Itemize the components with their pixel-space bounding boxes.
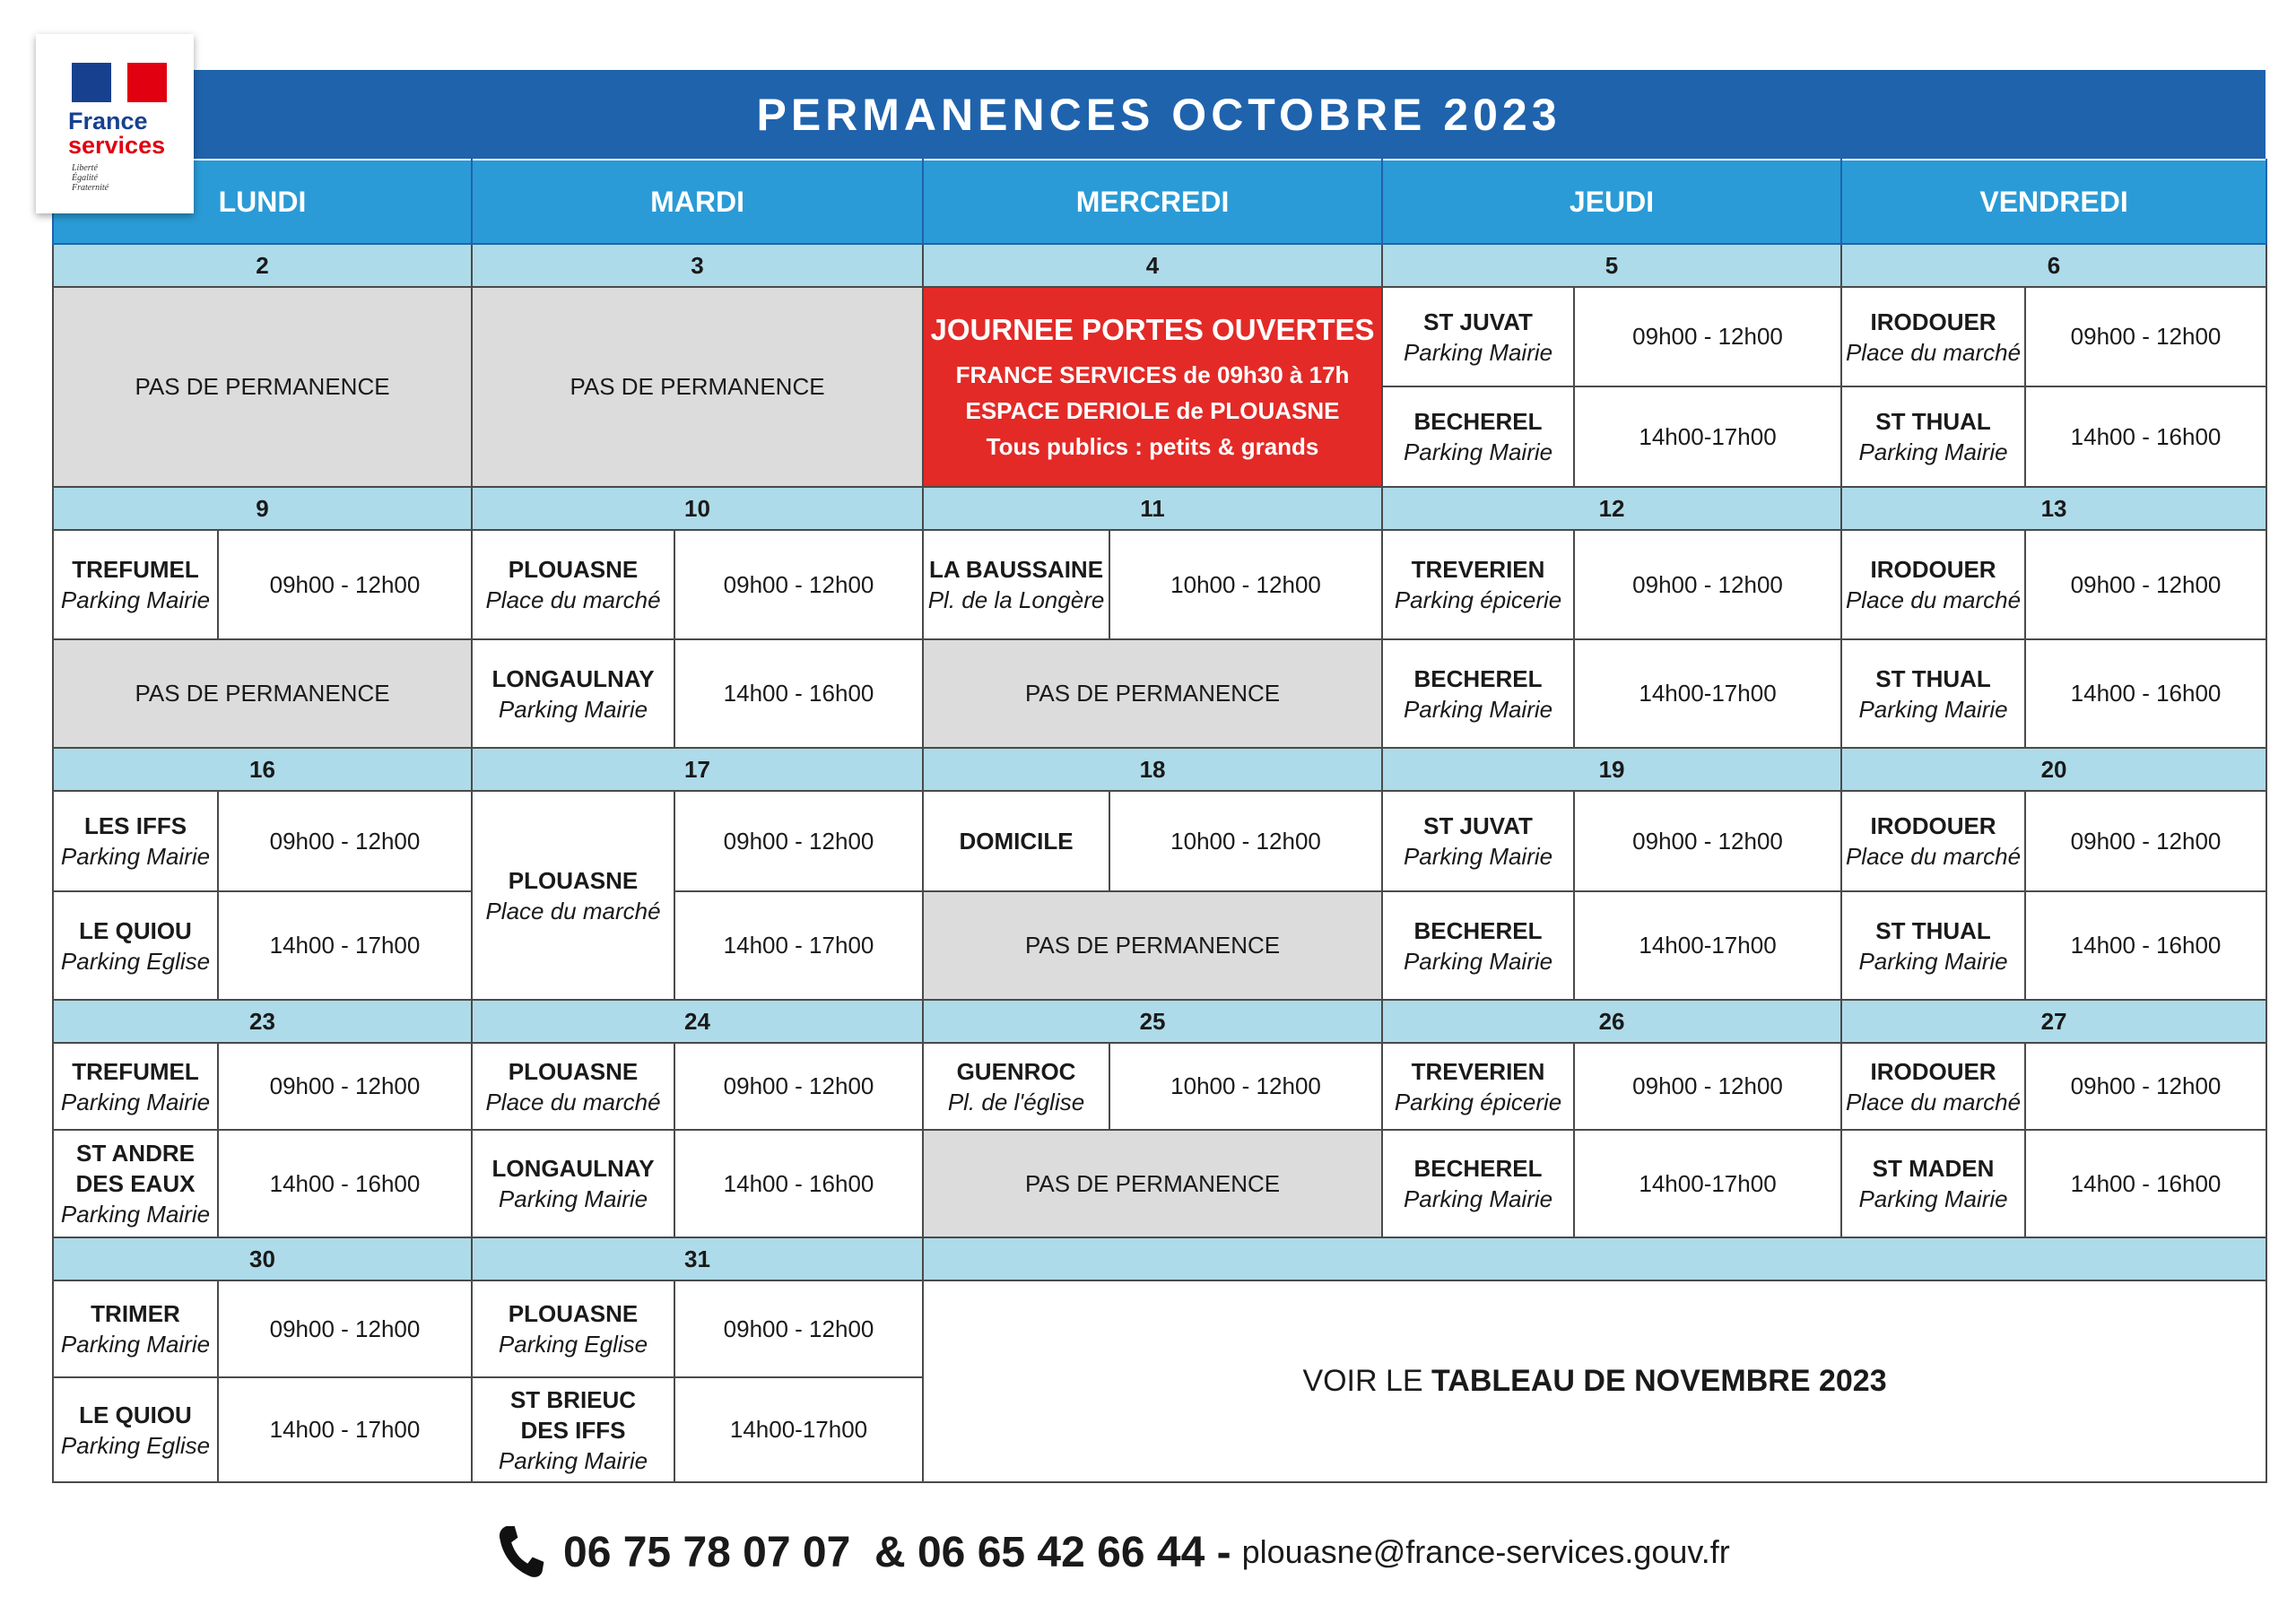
time-cell: 09h00 - 12h00 <box>2025 287 2266 386</box>
contact-footer <box>495 1515 1930 1589</box>
date-cell: 30 <box>53 1237 472 1280</box>
day-header-lundi: LUNDI <box>53 160 472 244</box>
date-cell: 6 <box>1841 244 2266 287</box>
date-cell: 10 <box>472 487 923 530</box>
location-cell: BECHEREL Parking Mairie <box>1382 386 1574 487</box>
no-permanence-cell: PAS DE PERMANENCE <box>472 287 923 487</box>
time-cell: 09h00 - 12h00 <box>1574 530 1841 639</box>
open-day-event <box>923 287 1382 487</box>
location-cell: ST BRIEUC DES IFFS Parking Mairie <box>472 1377 674 1482</box>
time-cell: 09h00 - 12h00 <box>2025 1043 2266 1130</box>
date-cell: 5 <box>1382 244 1841 287</box>
location-cell: PLOUASNE Place du marché <box>472 1043 674 1130</box>
location-cell: TREVERIEN Parking épicerie <box>1382 1043 1574 1130</box>
location-cell: ST JUVAT Parking Mairie <box>1382 287 1574 386</box>
time-cell: 09h00 - 12h00 <box>1574 1043 1841 1130</box>
date-cell: 19 <box>1382 748 1841 791</box>
date-cell: 20 <box>1841 748 2266 791</box>
day-header-jeudi: JEUDI <box>1382 160 1841 244</box>
time-cell: 14h00 - 16h00 <box>2025 891 2266 1000</box>
location-cell: TREFUMEL Parking Mairie <box>53 530 218 639</box>
phone-icon <box>495 1523 547 1582</box>
no-permanence-cell: PAS DE PERMANENCE <box>53 287 472 487</box>
date-cell: 4 <box>923 244 1382 287</box>
time-cell: 14h00 - 17h00 <box>218 891 472 1000</box>
location-cell: ST ANDRE DES EAUX Parking Mairie <box>53 1130 218 1237</box>
time-cell: 14h00-17h00 <box>1574 639 1841 748</box>
date-cell-empty <box>923 1237 2266 1280</box>
date-cell: 26 <box>1382 1000 1841 1043</box>
time-cell: 14h00 - 17h00 <box>674 891 923 1000</box>
time-cell: 09h00 - 12h00 <box>674 791 923 891</box>
date-cell: 12 <box>1382 487 1841 530</box>
location-cell: TREFUMEL Parking Mairie <box>53 1043 218 1130</box>
event-line: FRANCE SERVICES de 09h30 à 17h <box>955 360 1350 388</box>
no-permanence-cell: PAS DE PERMANENCE <box>923 639 1382 748</box>
location-cell: LA BAUSSAINE Pl. de la Longère <box>923 530 1109 639</box>
location-cell: BECHEREL Parking Mairie <box>1382 1130 1574 1237</box>
date-cell: 13 <box>1841 487 2266 530</box>
location-cell: TRIMER Parking Mairie <box>53 1280 218 1377</box>
time-cell: 09h00 - 12h00 <box>674 1043 923 1130</box>
day-header-vendredi: VENDREDI <box>1841 160 2266 244</box>
time-cell: 14h00 - 16h00 <box>2025 639 2266 748</box>
time-cell: 09h00 - 12h00 <box>218 791 472 891</box>
event-line: ESPACE DERIOLE de PLOUASNE <box>965 396 1340 424</box>
location-cell: PLOUASNE Place du marché <box>472 791 674 1000</box>
time-cell: 14h00-17h00 <box>1574 386 1841 487</box>
no-permanence-cell: PAS DE PERMANENCE <box>53 639 472 748</box>
november-notice: VOIR LE TABLEAU DE NOVEMBRE 2023 <box>923 1280 2266 1482</box>
logo-motto: Liberté Égalité Fraternité <box>72 163 109 193</box>
time-cell: 14h00-17h00 <box>1574 891 1841 1000</box>
time-cell: 14h00 - 16h00 <box>674 1130 923 1237</box>
event-line: Tous publics : petits & grands <box>986 432 1319 460</box>
date-cell: 27 <box>1841 1000 2266 1043</box>
location-cell: IRODOUER Place du marché <box>1841 1043 2025 1130</box>
location-cell: TREVERIEN Parking épicerie <box>1382 530 1574 639</box>
schedule-table <box>52 159 2267 1483</box>
date-cell: 17 <box>472 748 923 791</box>
date-cell: 23 <box>53 1000 472 1043</box>
time-cell: 14h00-17h00 <box>1574 1130 1841 1237</box>
location-cell: LE QUIOU Parking Eglise <box>53 1377 218 1482</box>
location-cell: PLOUASNE Parking Eglise <box>472 1280 674 1377</box>
location-cell: ST THUAL Parking Mairie <box>1841 891 2025 1000</box>
location-cell: PLOUASNE Place du marché <box>472 530 674 639</box>
date-cell: 2 <box>53 244 472 287</box>
day-header-mercredi: MERCREDI <box>923 160 1382 244</box>
event-title: JOURNEE PORTES OUVERTES <box>930 312 1375 346</box>
location-cell: BECHEREL Parking Mairie <box>1382 639 1574 748</box>
day-header-mardi: MARDI <box>472 160 923 244</box>
location-cell: LONGAULNAY Parking Mairie <box>472 639 674 748</box>
location-cell: ST THUAL Parking Mairie <box>1841 639 2025 748</box>
time-cell: 09h00 - 12h00 <box>2025 530 2266 639</box>
time-cell: 09h00 - 12h00 <box>218 1043 472 1130</box>
phone-numbers: 06 75 78 07 07 & 06 65 42 66 44 - <box>563 1528 1231 1576</box>
location-cell: BECHEREL Parking Mairie <box>1382 891 1574 1000</box>
time-cell: 14h00 - 16h00 <box>2025 1130 2266 1237</box>
time-cell: 14h00-17h00 <box>674 1377 923 1482</box>
email-link[interactable]: plouasne@france-services.gouv.fr <box>1241 1533 1730 1570</box>
time-cell: 14h00 - 16h00 <box>2025 386 2266 487</box>
location-cell: ST JUVAT Parking Mairie <box>1382 791 1574 891</box>
location-cell: LE QUIOU Parking Eglise <box>53 891 218 1000</box>
date-cell: 18 <box>923 748 1382 791</box>
time-cell: 10h00 - 12h00 <box>1109 1043 1382 1130</box>
location-cell: LONGAULNAY Parking Mairie <box>472 1130 674 1237</box>
location-cell: IRODOUER Place du marché <box>1841 287 2025 386</box>
logo-text-services: services <box>68 132 166 159</box>
date-cell: 31 <box>472 1237 923 1280</box>
time-cell: 09h00 - 12h00 <box>218 530 472 639</box>
location-cell: IRODOUER Place du marché <box>1841 791 2025 891</box>
logo-text-france: France <box>68 108 148 135</box>
no-permanence-cell: PAS DE PERMANENCE <box>923 1130 1382 1237</box>
page-title: PERMANENCES OCTOBRE 2023 <box>52 70 2266 159</box>
location-cell: LES IFFS Parking Mairie <box>53 791 218 891</box>
marianne-flag-icon <box>72 63 167 102</box>
time-cell: 09h00 - 12h00 <box>674 1280 923 1377</box>
france-services-logo <box>36 34 194 213</box>
no-permanence-cell: PAS DE PERMANENCE <box>923 891 1382 1000</box>
time-cell: 14h00 - 16h00 <box>674 639 923 748</box>
time-cell: 14h00 - 16h00 <box>218 1130 472 1237</box>
time-cell: 14h00 - 17h00 <box>218 1377 472 1482</box>
time-cell: 09h00 - 12h00 <box>1574 287 1841 386</box>
location-cell: IRODOUER Place du marché <box>1841 530 2025 639</box>
location-cell: ST THUAL Parking Mairie <box>1841 386 2025 487</box>
location-cell: ST MADEN Parking Mairie <box>1841 1130 2025 1237</box>
schedule-frame <box>52 70 2266 1475</box>
time-cell: 10h00 - 12h00 <box>1109 530 1382 639</box>
location-cell: DOMICILE <box>923 791 1109 891</box>
date-cell: 16 <box>53 748 472 791</box>
time-cell: 09h00 - 12h00 <box>1574 791 1841 891</box>
date-cell: 25 <box>923 1000 1382 1043</box>
date-cell: 9 <box>53 487 472 530</box>
date-cell: 11 <box>923 487 1382 530</box>
time-cell: 09h00 - 12h00 <box>674 530 923 639</box>
time-cell: 09h00 - 12h00 <box>2025 791 2266 891</box>
time-cell: 09h00 - 12h00 <box>218 1280 472 1377</box>
time-cell: 10h00 - 12h00 <box>1109 791 1382 891</box>
location-cell: GUENROC Pl. de l'église <box>923 1043 1109 1130</box>
date-cell: 24 <box>472 1000 923 1043</box>
date-cell: 3 <box>472 244 923 287</box>
